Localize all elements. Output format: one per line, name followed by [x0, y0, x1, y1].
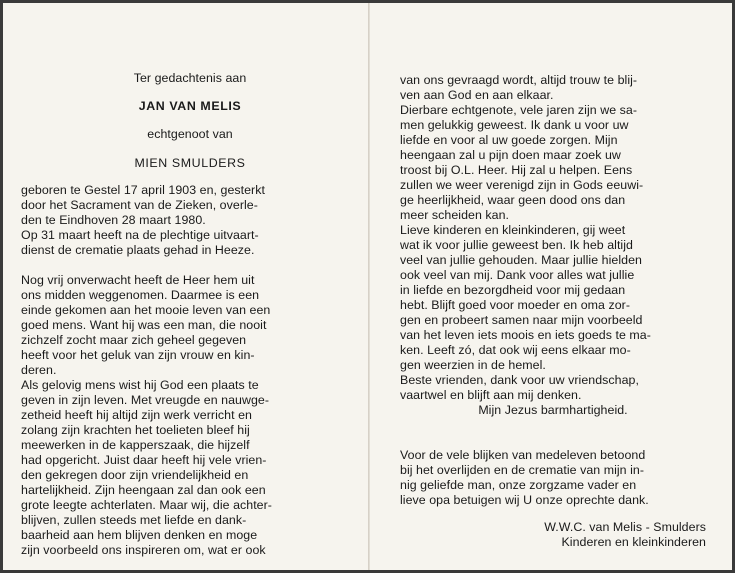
body-line: Op 31 maart heeft na de plechtige uitvaart- [21, 228, 259, 242]
body-line: veel van jullie gehouden. Maar jullie hielden [400, 253, 642, 267]
body-line: zetheid heeft hij altijd zijn werk verricht en [21, 408, 252, 422]
body-line: hartelijkheid. Zijn heengaan zal dan ook een [21, 483, 266, 497]
body-line: liefde en voor al uw goede zorgen. Mijn [400, 133, 618, 147]
body-line: ken. Leeft zó, dat ook wij eens elkaar mo- [400, 343, 631, 357]
spouse-name: MIEN SMULDERS [134, 156, 246, 170]
body-line: deren. [21, 363, 57, 377]
thanks-line: nig geliefde man, onze zorgzame vader en [400, 478, 637, 492]
body-line: blijven, zullen steeds met liefde en dank- [21, 513, 247, 527]
body-line: ook veel van mij. Dank voor alles wat jullie [400, 268, 635, 282]
body-line: zijn voorbeeld ons inspireren om, wat er ook [21, 543, 266, 557]
body-line: Dierbare echtgenote, vele jaren zijn we sa- [400, 103, 638, 117]
body-line: dienst de crematie plaats gehad in Heeze. [21, 243, 255, 257]
body-line: ons midden weggenomen. Daarmee is een [21, 288, 260, 302]
signature-line: Kinderen en kleinkinderen [561, 535, 706, 549]
thanks-line: Voor de vele blijken van medeleven betoond [400, 448, 646, 462]
body-line: einde gekomen aan het mooie leven van een [21, 303, 271, 317]
body-line: van ons gevraagd wordt, altijd trouw te blij- [400, 73, 638, 87]
body-line: in liefde en bezorgdheid voor mij gedaan [400, 283, 626, 297]
body-line: van het leven iets moois en iets goeds te ma- [400, 328, 651, 342]
signature-line: W.W.C. van Melis - Smulders [544, 520, 706, 534]
body-line: den te Eindhoven 28 maart 1980. [21, 213, 206, 227]
card-fold [368, 3, 370, 570]
body-line: zullen we weer verenigd zijn in Gods eeuwi- [400, 178, 644, 192]
body-line: heengaan zal u pijn doen maar zoek uw [400, 148, 621, 162]
intro-text: Ter gedachtenis aan [133, 71, 247, 85]
body-line: goed mens. Want hij was een man, die nooit [21, 318, 267, 332]
body-line: vaartwel en blijft aan mij denken. [400, 388, 582, 402]
thanks-line: lieve opa betuigen wij U onze oprechte dank. [400, 493, 649, 507]
body-line: heeft voor het geluk van zijn vrouw en kin- [21, 348, 255, 362]
body-line: gen en probeert samen naar mijn voorbeeld [400, 313, 643, 327]
body-line: zolang zijn krachten het toelieten bleef hij [21, 423, 250, 437]
body-line: door het Sacrament van de Zieken, overle- [21, 198, 258, 212]
body-line: ge heerlijkheid, waar geen dood ons dan [400, 193, 626, 207]
body-line: geboren te Gestel 17 april 1903 en, gesterkt [21, 183, 265, 197]
body-line: troost bij O.L. Heer. Hij zal u helpen. Eens [400, 163, 633, 177]
body-line: den gekregen door zijn vriendelijkheid en [21, 468, 249, 482]
deceased-name: JAN VAN MELIS [138, 99, 242, 113]
body-line: had opgericht. Juist daar heeft hij vele vrien- [21, 453, 267, 467]
body-line: meer scheiden kan. [400, 208, 510, 222]
closing-prayer: Mijn Jezus barmhartigheid. [478, 403, 628, 417]
thanks-line: bij het overlijden en de crematie van mijn in- [400, 463, 645, 477]
body-line: Als gelovig mens wist hij God een plaats te [21, 378, 259, 392]
body-line: Nog vrij onverwacht heeft de Heer hem uit [21, 273, 255, 287]
body-line: baarheid aan hem blijven denken en moge [21, 528, 258, 542]
body-line: geven in zijn leven. Met vreugde en nauwge- [21, 393, 270, 407]
body-line: hebt. Blijft goed voor moeder en oma zor- [400, 298, 631, 312]
body-line: meewerken in de kapperszaak, die hijzelf [21, 438, 250, 452]
body-line: men gelukkig geweest. Ik dank u voor uw [400, 118, 629, 132]
body-line: gen weerzien in de hemel. [400, 358, 546, 372]
body-line: wat ik voor jullie geweest ben. Ik heb altijd [400, 238, 633, 252]
body-line: grote leegte achterlaten. Maar wij, die achter- [21, 498, 272, 512]
body-line: Lieve kinderen en kleinkinderen, gij weet [400, 223, 626, 237]
body-line: ven aan God en aan elkaar. [400, 88, 554, 102]
body-line: zichzelf zocht maar zich geheel gegeven [21, 333, 247, 347]
relation-text: echtgenoot van [147, 127, 233, 141]
body-line: Beste vrienden, dank voor uw vriendschap, [400, 373, 639, 387]
